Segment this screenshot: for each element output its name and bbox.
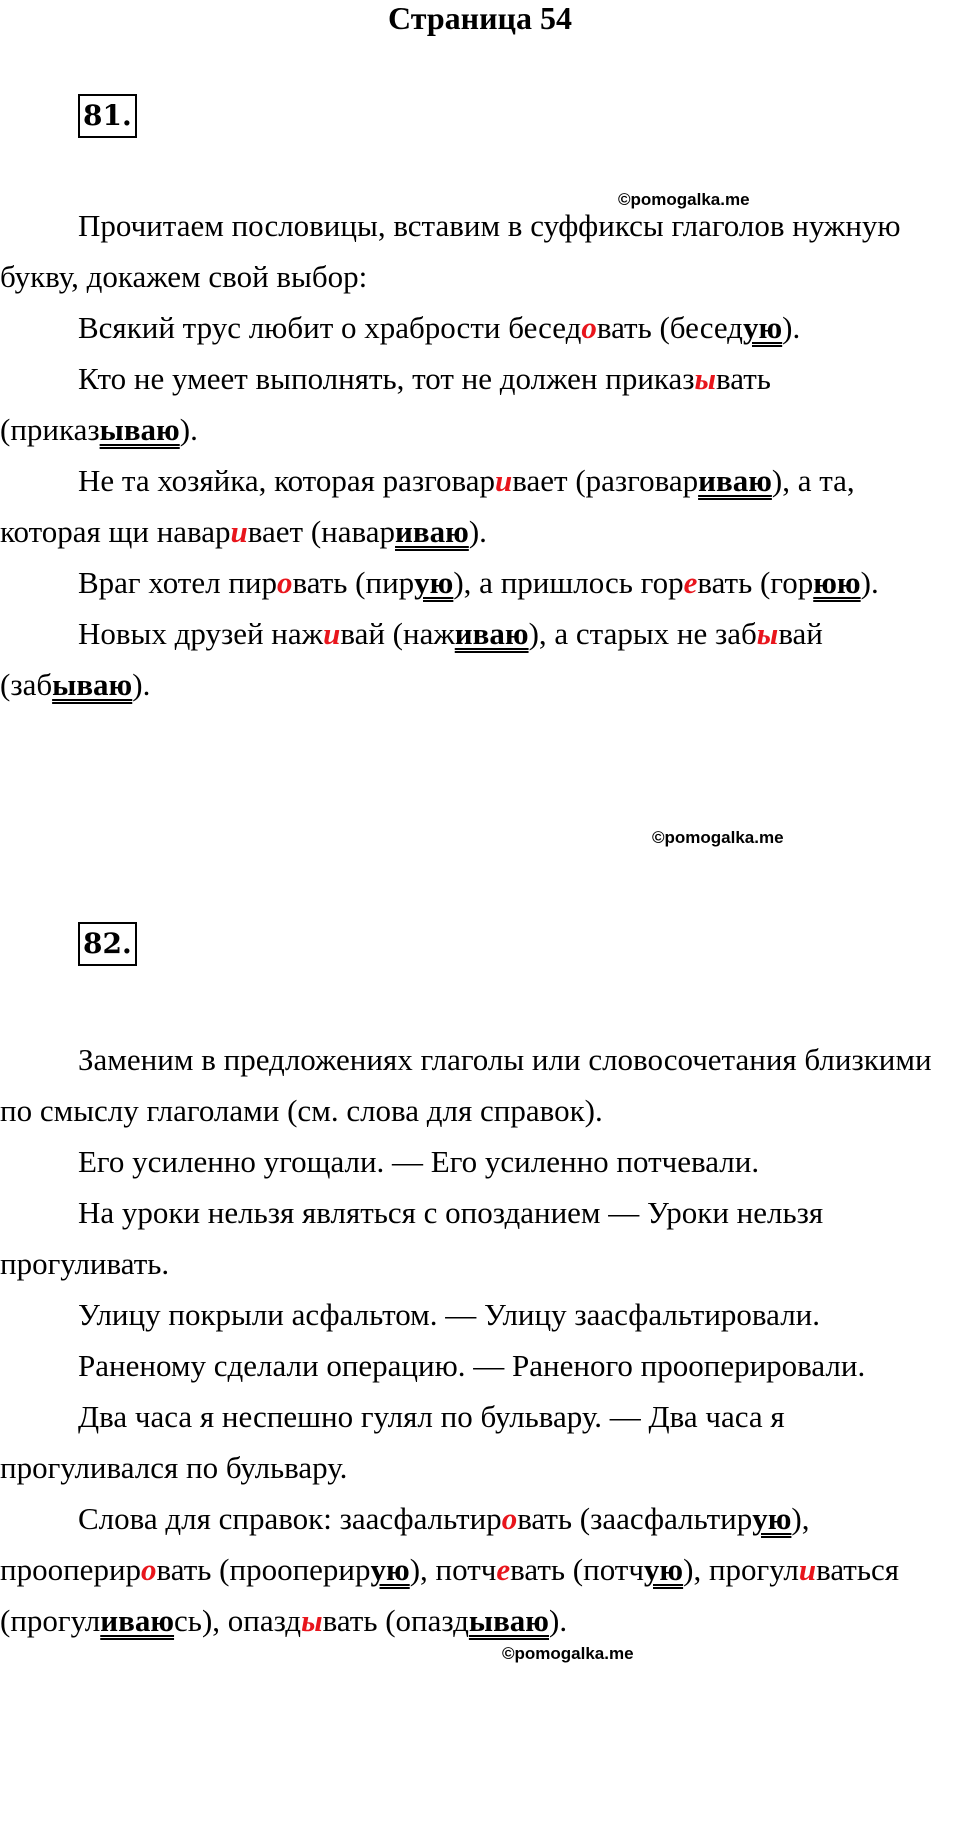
paragraph xyxy=(0,1391,960,1493)
suffix-proof: ую xyxy=(370,1552,410,1587)
task-81-text xyxy=(0,200,960,710)
text-run: ир xyxy=(108,1552,142,1587)
text-run: вает (разговар xyxy=(512,463,699,498)
text-run: Прочитаем пословицы, вставим в суффиксы глаголов нужную букву, докажем свой выбор: xyxy=(0,208,901,294)
text-run: ). xyxy=(468,514,487,549)
text-run: вать (заасфальтир xyxy=(517,1501,753,1536)
inserted-letter: и xyxy=(798,1552,817,1587)
paragraph xyxy=(0,1340,960,1391)
paragraph xyxy=(0,1187,960,1289)
task-82-text xyxy=(0,1034,960,1646)
paragraph xyxy=(0,1493,960,1646)
suffix-proof: иваю xyxy=(454,616,529,651)
text-run: Всякий трус любит о храбрости бесед xyxy=(78,310,582,345)
text-run: ), а та, которая щи навар xyxy=(0,463,855,549)
text-run: Не та хозяйка, которая разговар xyxy=(78,463,496,498)
task-number-81: 81. xyxy=(78,94,137,138)
suffix-proof: иваю xyxy=(100,1603,175,1638)
watermark: ©pomogalka.me xyxy=(652,828,784,847)
inserted-letter: е xyxy=(496,1552,511,1587)
paragraph xyxy=(0,608,960,710)
paragraph xyxy=(0,353,960,455)
inserted-letter: о xyxy=(141,1552,157,1587)
text-run: ). xyxy=(132,667,151,702)
suffix-proof: иваю xyxy=(395,514,469,549)
inserted-letter: и xyxy=(495,463,513,498)
text-run: Два часа я неспешно гулял по бульвару. — Два часа я прогуливался по бульвару. xyxy=(0,1399,785,1485)
text-run: ), проопер xyxy=(0,1501,810,1587)
inserted-letter: е xyxy=(683,565,698,600)
suffix-proof: ую xyxy=(643,1552,684,1587)
paragraph xyxy=(0,302,960,353)
text-run: Его усиленно угощали. — Его усиленно потчевали. xyxy=(78,1144,760,1179)
text-run: вает (навар xyxy=(247,514,396,549)
suffix-proof: юю xyxy=(813,565,861,600)
suffix-proof: иваю xyxy=(698,463,772,498)
inserted-letter: и xyxy=(230,514,248,549)
text-run: вай (наж xyxy=(340,616,455,651)
text-run: На уроки нельзя являться с опозданием — Уроки нельзя прогуливать. xyxy=(0,1195,824,1281)
paragraph xyxy=(0,557,960,608)
text-run: ). xyxy=(782,310,801,345)
watermark: ©pomogalka.me xyxy=(502,1644,634,1663)
inserted-letter: о xyxy=(581,310,597,345)
text-run: вать (бесед xyxy=(596,310,743,345)
text-run: Заменим в предложениях глаголы или словосочетания близкими по смыслу глаголами (см. слова для справок). xyxy=(0,1042,932,1128)
inserted-letter: ы xyxy=(301,1603,323,1638)
text-run: ). xyxy=(179,412,198,447)
text-run: ). xyxy=(549,1603,568,1638)
text-run: Враг хотел пир xyxy=(78,565,278,600)
text-run: Раненому сделали операцию. — Раненого прооперировали. xyxy=(78,1348,866,1383)
text-run: вать (гор xyxy=(697,565,814,600)
page-title: Страница 54 xyxy=(388,0,572,36)
inserted-letter: о xyxy=(277,565,293,600)
suffix-proof: ываю xyxy=(468,1603,549,1638)
text-run: ), а старых не заб xyxy=(528,616,757,651)
inserted-letter: ы xyxy=(756,616,779,651)
watermark: ©pomogalka.me xyxy=(618,190,750,209)
text-run: сь), опазд xyxy=(174,1603,302,1638)
task-number-82: 82. xyxy=(78,922,137,966)
paragraph xyxy=(0,1289,960,1340)
text-run: ), а пришлось гор xyxy=(453,565,684,600)
text-run: ), прогул xyxy=(683,1552,799,1587)
text-run: Кто не умеет выполнять, тот не должен приказ xyxy=(78,361,695,396)
paragraph xyxy=(0,1034,960,1136)
text-run: ваться (прогул xyxy=(0,1552,900,1638)
text-run: вать (приказ xyxy=(0,361,771,447)
text-run: вать (опазд xyxy=(322,1603,469,1638)
text-run: Новых друзей наж xyxy=(78,616,324,651)
text-run: вать (потч xyxy=(510,1552,644,1587)
inserted-letter: и xyxy=(323,616,341,651)
text-run: вать (прооперир xyxy=(156,1552,371,1587)
suffix-proof: ую xyxy=(414,565,454,600)
suffix-proof: ываю xyxy=(52,667,133,702)
text-run: Слова для справок: заасфальтир xyxy=(78,1501,502,1536)
text-run: вать (пир xyxy=(292,565,415,600)
text-run: ), потч xyxy=(409,1552,497,1587)
paragraph xyxy=(0,200,960,302)
suffix-proof: ую xyxy=(742,310,783,345)
suffix-proof: ываю xyxy=(99,412,180,447)
inserted-letter: о xyxy=(501,1501,518,1536)
text-run: вай (заб xyxy=(0,616,823,702)
suffix-proof: ую xyxy=(752,1501,792,1536)
paragraph xyxy=(0,455,960,557)
inserted-letter: ы xyxy=(694,361,717,396)
text-run: Улицу покрыли асфальтом. — Улицу заасфальтировали. xyxy=(78,1297,821,1332)
paragraph xyxy=(0,1136,960,1187)
text-run: ). xyxy=(860,565,879,600)
